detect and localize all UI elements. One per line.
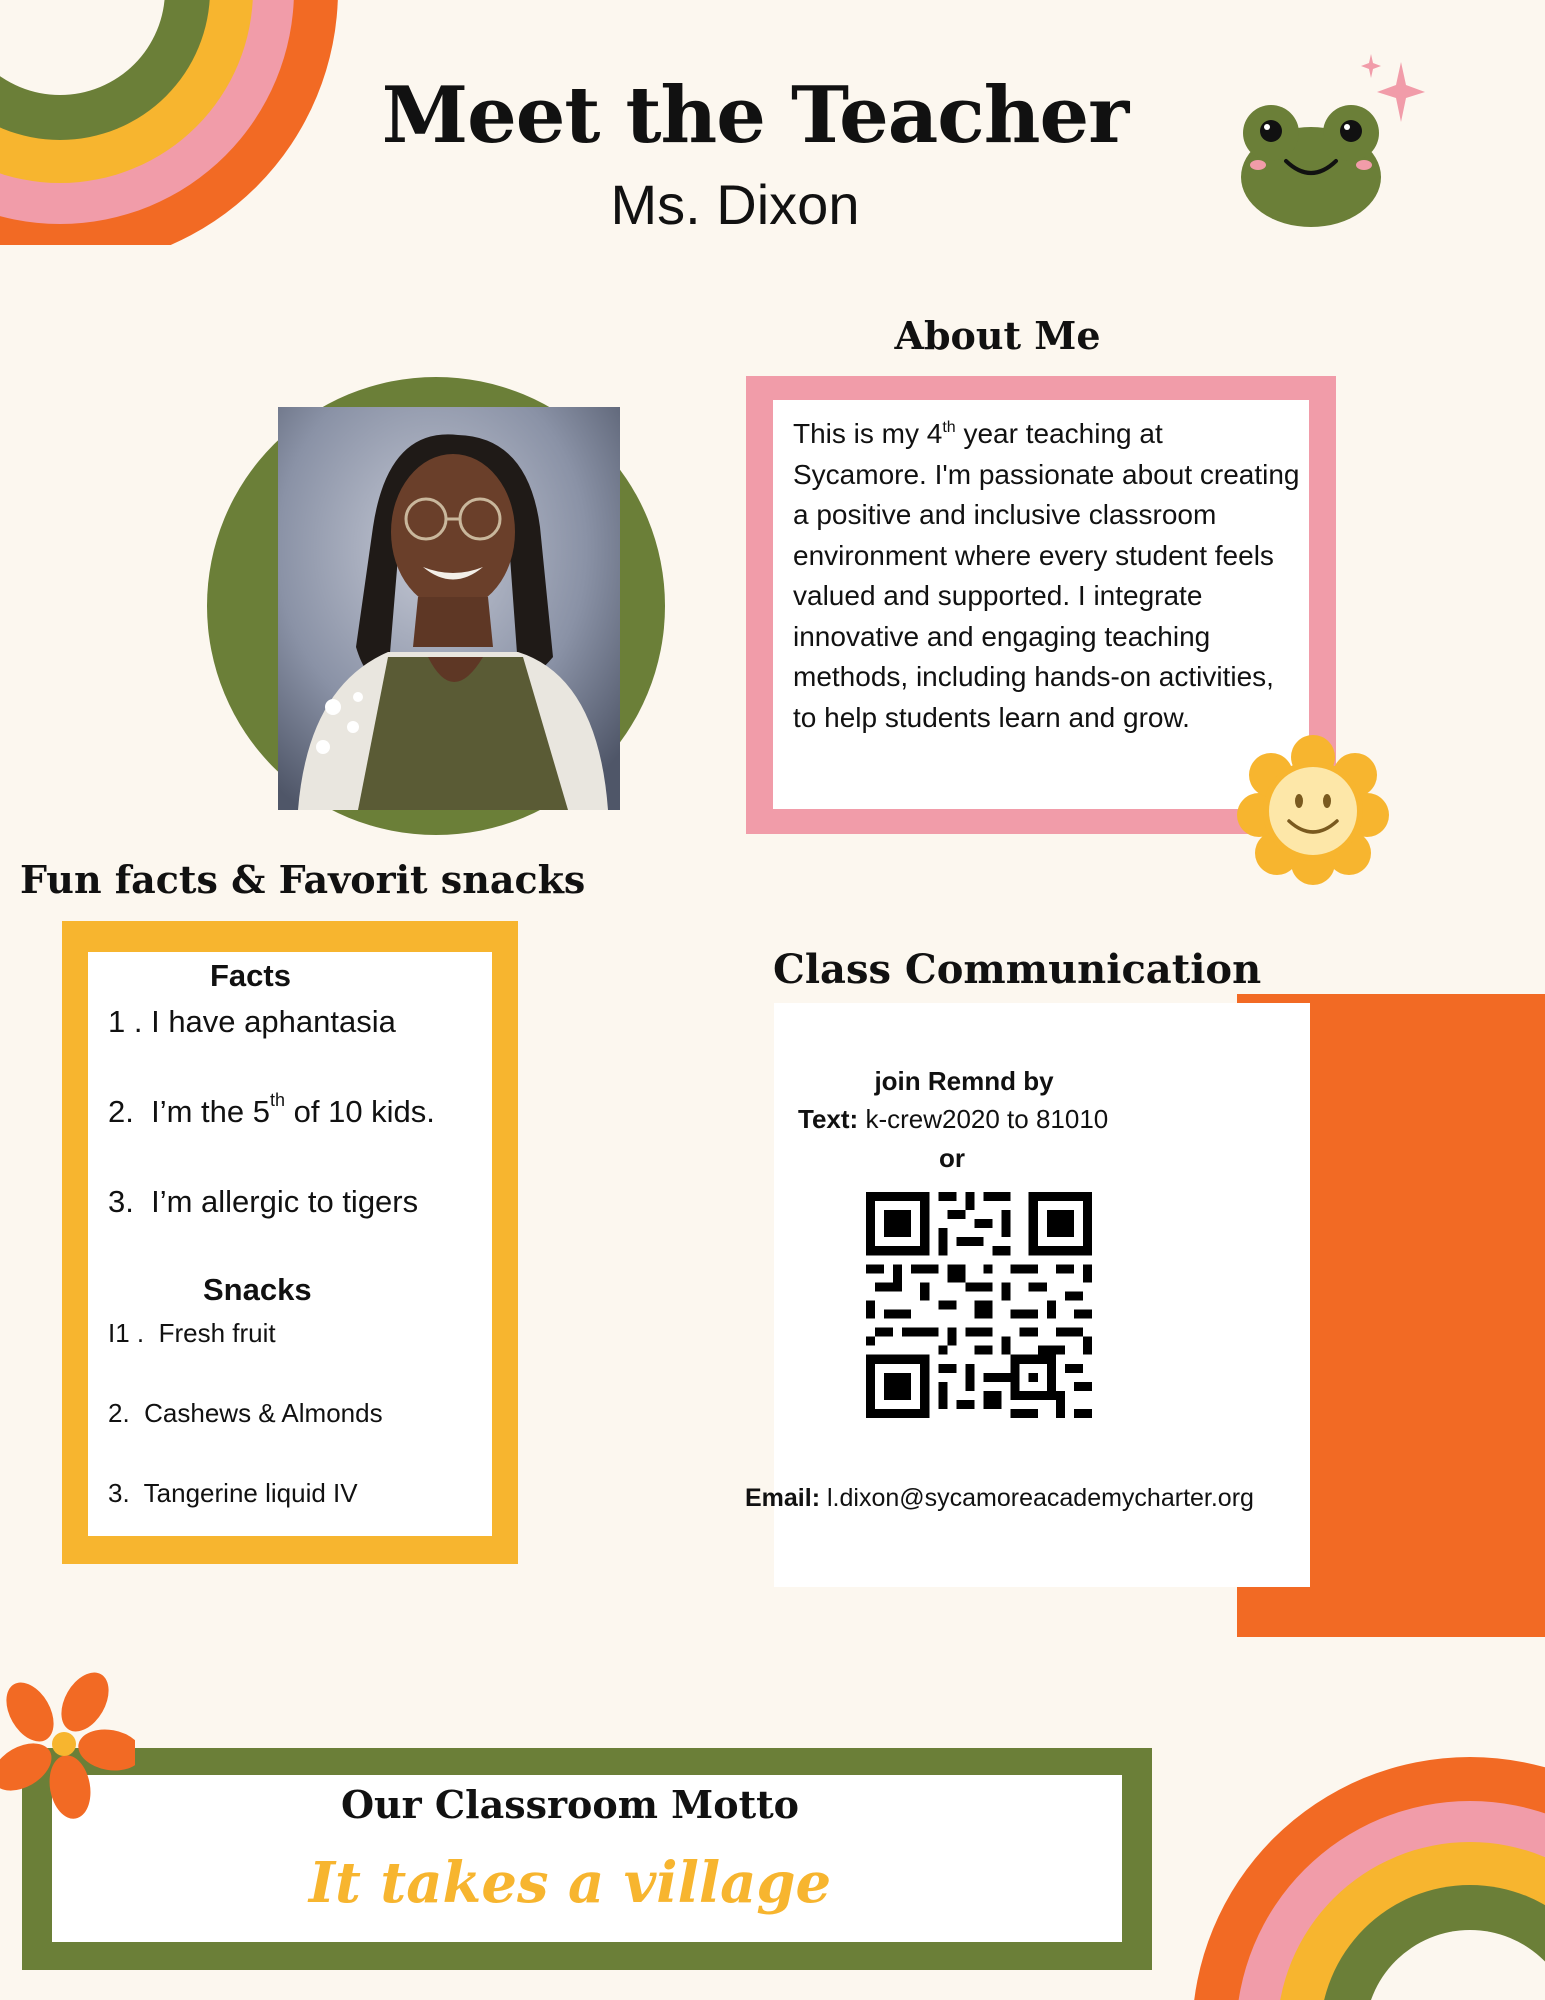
rainbow-bottom-right-icon bbox=[1185, 1755, 1545, 2000]
fun-facts-heading: Fun facts & Favorit snacks bbox=[20, 857, 586, 902]
motto-text: It takes a village bbox=[308, 1850, 832, 1916]
snack-item: 3. Tangerine liquid IV bbox=[108, 1478, 358, 1508]
communication-heading: Class Communication bbox=[773, 946, 1262, 993]
about-text: This is my 4th year teaching at Sycamore. I'm passionate about creating a positive and inclusive classroom environment where every student feels valued and supported. I integrate innovative and engaging teaching methods, including hands-on activities, to help students learn and grow. bbox=[793, 418, 1300, 733]
snack-item: I1 . Fresh fruit bbox=[108, 1318, 276, 1348]
qr-code[interactable] bbox=[866, 1192, 1092, 1418]
page-title: Meet the Teacher bbox=[381, 70, 1129, 161]
fact-item: 1 . I have aphantasia bbox=[108, 1004, 396, 1039]
snacks-title: Snacks bbox=[203, 1272, 312, 1307]
facts-title: Facts bbox=[210, 958, 291, 993]
email-link[interactable]: l.dixon@sycamoreacademycharter.org bbox=[826, 1484, 1254, 1512]
snack-item: 2. Cashews & Almonds bbox=[108, 1398, 383, 1428]
motto-heading: Our Classroom Motto bbox=[340, 1782, 800, 1827]
fact-item: 2. I’m the 5th of 10 kids. bbox=[108, 1090, 435, 1129]
email-line: Email: l.dixon@sycamoreacademycharter.org bbox=[745, 1484, 1254, 1512]
about-heading: About Me bbox=[894, 313, 1101, 358]
text-instruction: Text: k-crew2020 to 81010 bbox=[798, 1104, 1109, 1134]
teacher-name: Ms. Dixon bbox=[610, 173, 860, 236]
teacher-photo bbox=[278, 407, 620, 810]
remind-label: join Remnd by bbox=[874, 1066, 1054, 1096]
fact-item: 3. I’m allergic to tigers bbox=[108, 1184, 419, 1219]
or-label: or bbox=[939, 1143, 965, 1173]
